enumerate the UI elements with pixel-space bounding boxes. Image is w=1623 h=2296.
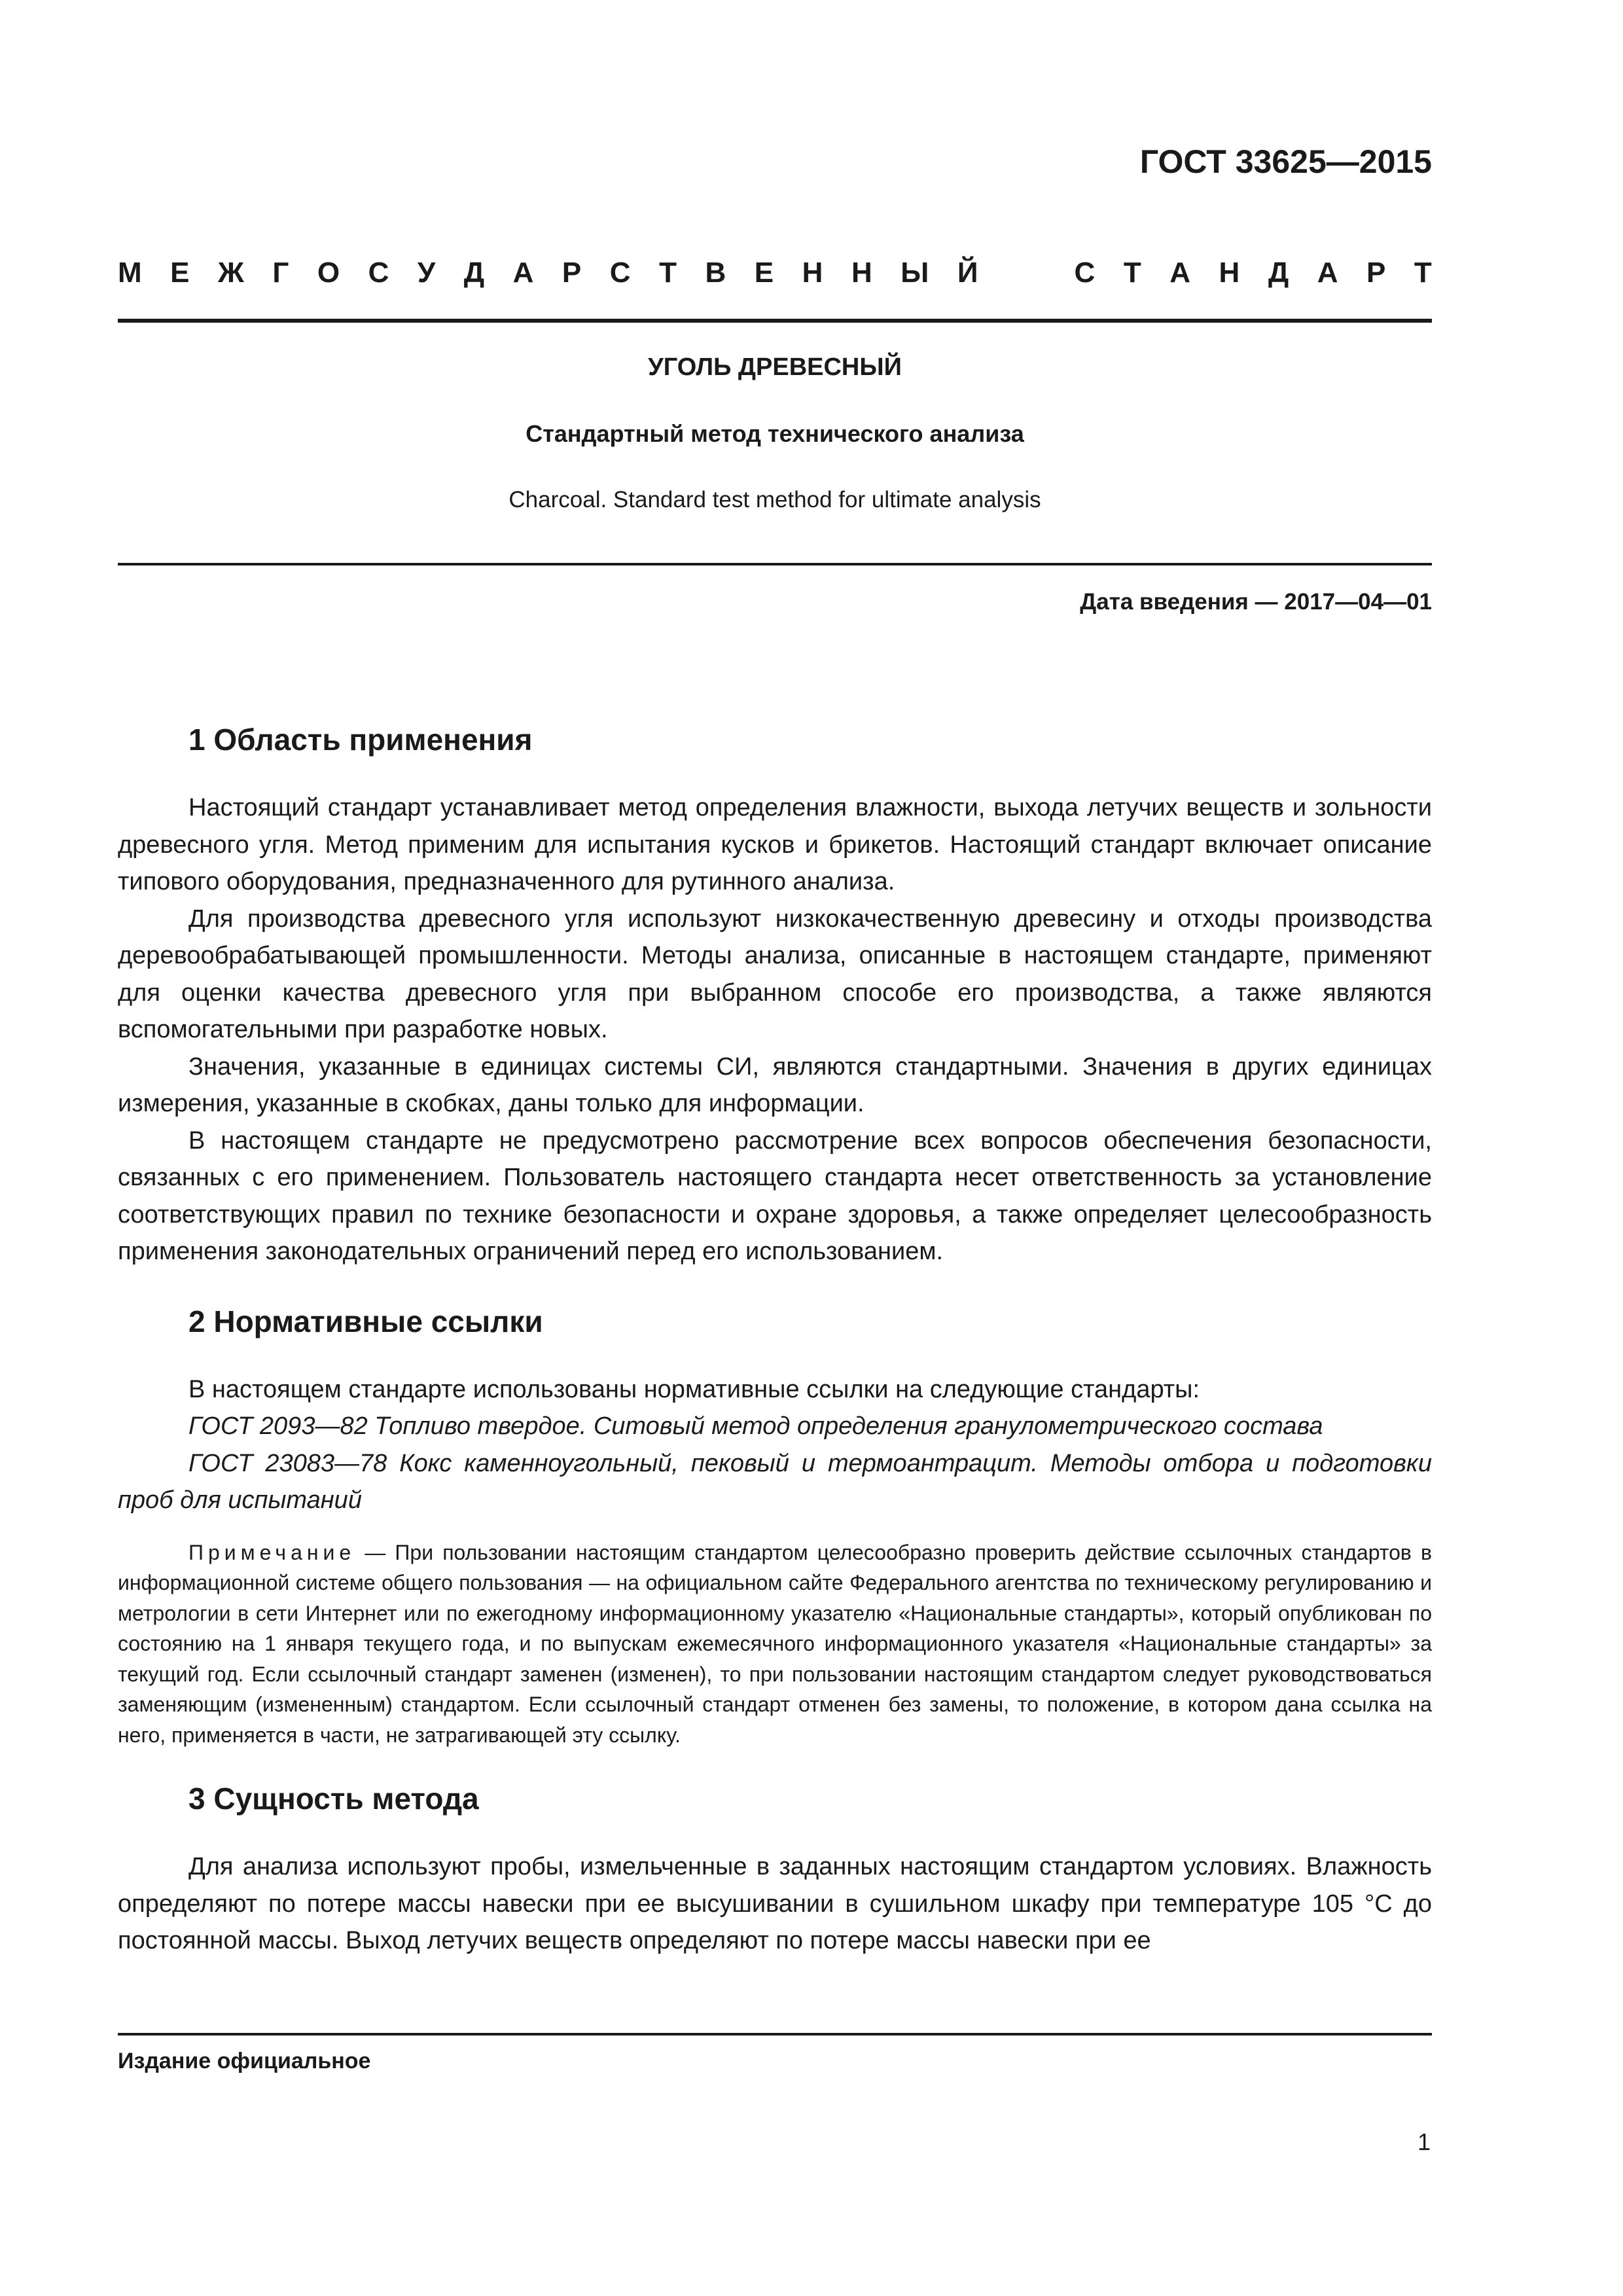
document-subtitle: Стандартный метод технического анализа [526, 420, 1024, 447]
banner-letter: А [1317, 257, 1338, 289]
banner-letter: Р [562, 257, 582, 289]
paragraph: Настоящий стандарт устанавливает метод определения влажности, выхода летучих веществ и зольности древесного угля. Метод применим для испытания кусков и брикетов. Настоящий стандарт включает описание типового оборудования, предназначенного для рутинного анализа. [118, 794, 1432, 895]
banner-letter: В [705, 257, 726, 289]
banner-letter: С [609, 257, 631, 289]
title-rule [118, 563, 1432, 565]
banner-letter: Е [754, 257, 774, 289]
banner-letter: Н [802, 257, 823, 289]
banner-letter: С [368, 257, 389, 289]
banner-letter: У [417, 257, 436, 289]
introduction-date: Дата введения — 2017—04—01 [1080, 589, 1432, 615]
paragraph: В настоящем стандарте использованы нормативные ссылки на следующие стандарты: [188, 1375, 1200, 1403]
note-paragraph [118, 1537, 1432, 1751]
banner-letter: Г [272, 257, 289, 289]
header-rule [118, 319, 1432, 323]
document-title: УГОЛЬ ДРЕВЕСНЫЙ [648, 353, 902, 381]
note-text: — При пользовании настоящим стандартом целесообразно проверить действие ссылочных стандартов в информационной системе общего пользования — на официальном сайте Федерального агентства по техническому регулированию и метрологии в сети Интернет или по ежегодному информационному указателю «Национальные стандарты», который опубликован по состоянию на 1 января текущего года, и по выпускам ежемесячного информационного указателя «Национальные стандарты» за текущий год. Если ссылочный стандарт заменен (изменен), то при пользовании настоящим стандартом следует руководствоваться заменяющим (измененным) стандартом. Если ссылочный стандарт отменен без замены, то положение, в котором дана ссылка на него, применяется в части, не затрагивающей эту ссылку. [118, 1540, 1432, 1747]
paragraph: Значения, указанные в единицах системы СИ, являются стандартными. Значения в других единицах измерения, указанные в скобках, даны только для информации. [118, 1052, 1432, 1117]
paragraph: Для анализа используют пробы, измельченные в заданных настоящим стандартом условиях. Влажность определяют по потере массы навески при ее высушивании в сушильном шкафу при температуре 105 °С до постоянной массы. Выход летучих веществ определяют по потере массы навески при ее [118, 1853, 1432, 1954]
section-heading-method-essence: 3 Сущность метода [188, 1782, 479, 1816]
edition-label: Издание официальное [118, 2049, 371, 2073]
reference-item: ГОСТ 2093—82 Топливо твердое. Ситовый метод определения гранулометрического состава [188, 1412, 1323, 1440]
banner-letter: С [1074, 257, 1096, 289]
banner-letter: Д [1268, 257, 1289, 289]
reference-item: ГОСТ 23083—78 Кокс каменноугольный, пековый и термоантрацит. Методы отбора и подготовки проб для испытаний [118, 1449, 1432, 1514]
banner-letter: Е [170, 257, 190, 289]
banner-letter: Д [463, 257, 485, 289]
footer-rule [118, 2033, 1432, 2036]
paragraph: В настоящем стандарте не предусмотрено рассмотрение всех вопросов обеспечения безопасности, связанных с его применением. Пользователь настоящего стандарта несет ответственность за установление соответствующих правил по технике безопасности и охране здоровья, а также определяет целесообразность применения законодательных ограничений перед его использованием. [118, 1126, 1432, 1265]
banner-letter: Р [1366, 257, 1386, 289]
note-label: Примечание [188, 1540, 356, 1564]
banner-letter: М [118, 257, 142, 289]
section-heading-scope: 1 Область применения [188, 723, 533, 757]
document-title-english: Charcoal. Standard test method for ultimate analysis [508, 487, 1041, 512]
banner-letter: Т [659, 257, 677, 289]
paragraph: Для производства древесного угля используют низкокачественную древесину и отходы производства деревообрабатывающей промышленности. Методы анализа, описанные в настоящем стандарте, применяют для оценки качества древесного угля при выбранном способе его производства, а также являются вспомогательными при разработке новых. [118, 905, 1432, 1043]
banner-letter: Й [957, 257, 978, 289]
interstate-standard-banner [118, 257, 1432, 289]
banner-letter: Ж [218, 257, 244, 289]
banner-letter: А [512, 257, 534, 289]
banner-letter: Н [1219, 257, 1240, 289]
banner-letter: Т [1123, 257, 1141, 289]
standard-number: ГОСТ 33625—2015 [1139, 143, 1432, 180]
banner-letter: Т [1414, 257, 1432, 289]
banner-letter: Н [851, 257, 872, 289]
document-body [118, 720, 1432, 1960]
page-number: 1 [1417, 2128, 1431, 2155]
banner-letter: О [317, 257, 340, 289]
banner-letter: Ы [901, 257, 929, 289]
banner-word-gap [1007, 257, 1046, 289]
section-heading-normative-references: 2 Нормативные ссылки [188, 1304, 543, 1338]
banner-letter: А [1169, 257, 1190, 289]
